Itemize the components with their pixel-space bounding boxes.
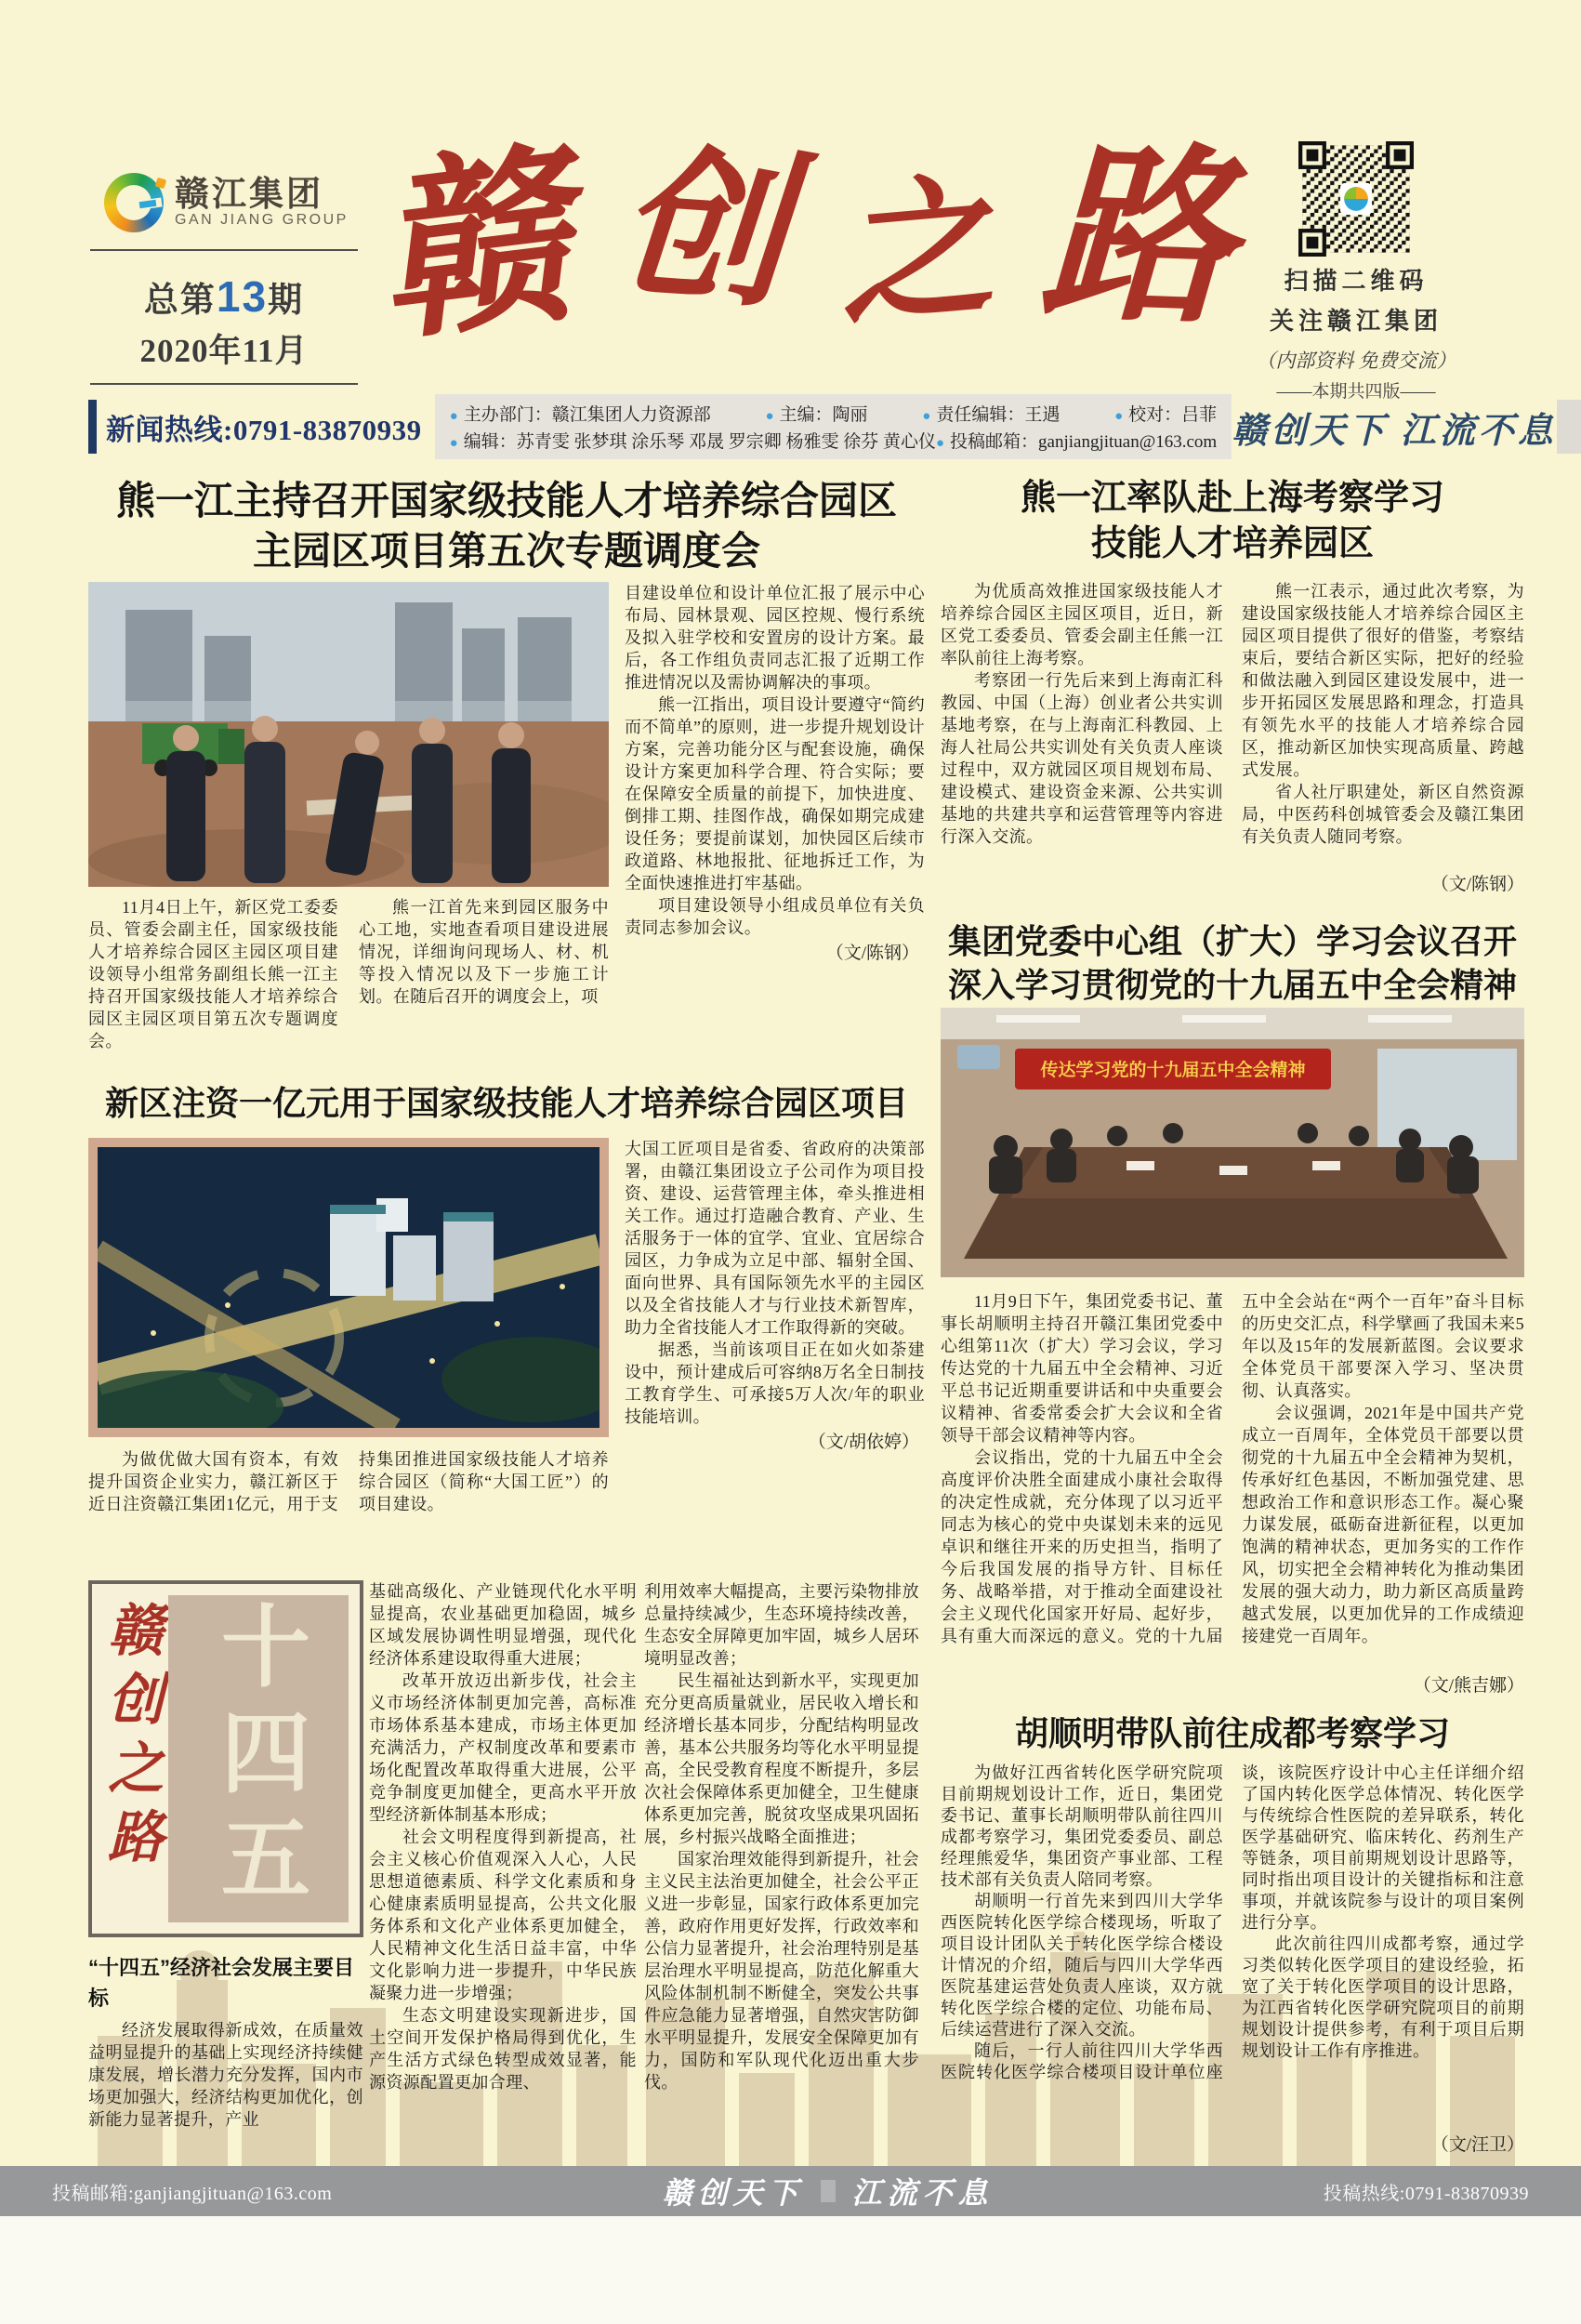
footer-email: 投稿邮箱:ganjiangjituan@163.com (52, 2183, 333, 2204)
staff-item: ● 校对：吕菲 (1114, 405, 1218, 425)
paragraph: 11月4日上午，新区党工委委员、管委会副主任，国家级技能人才培养综合园区主园区项目建设领导小组常务副组长熊一江主持召开国家级技能人才培养综合园区主园区项目第五次专题调度会。 (88, 898, 338, 1050)
article5-byline: （文/汪卫） (1430, 2135, 1524, 2155)
infobar-placeholder-box (1557, 400, 1581, 454)
paragraph: 基础高级化、产业链现代化水平明显提高，农业基础更加稳固，城乡区域发展协调性明显增强，现代化经济体系建设取得重大进展； (369, 1582, 637, 1668)
left-section (88, 476, 925, 2168)
paragraph: 为做优做大国有资本，有效提升国资企业实力，赣江新区于近日注资赣江集团1亿元，用于支持集团推进国家级技能人才培养综合园区（简称“大国工匠”）的项目建设。 (88, 1450, 609, 1513)
paragraph: 社会文明程度得到新提高，社会主义核心价值观深入人心，人民思想道德素质、科学文化素质和身心健康素质明显提高，公共文化服务体系和文化产业体系更加健全，人民精神文化生活日益丰富，中华文化影响力进一步提升，中华民族凝聚力进一步增强； (369, 1828, 637, 2002)
paragraph: 大国工匠项目是省委、省政府的决策部署，由赣江集团设立子公司作为项目投资、建设、运营管理主体，牵头推进相关工作。通过打造融合教育、产业、生活服务于一体的宜学、宜业、宜居综合园区，力争成为立足中部、辐射全国、面向世界、具有国际领先水平的主园区以及全省技能人才与行业技术新智库，助力全省技能人才工作取得新的突破。 (625, 1140, 925, 1337)
qr-finder-tl (1298, 141, 1326, 169)
paragraph: 考察团一行先后来到上海南汇科教园、中国（上海）创业者公共实训基地考察，在与上海南汇科教园、上海人社局公共实训处有关负责人座谈过程中，双方就园区项目规划布局、建设模式、建设资金来源、公共实训基地的共建共享和运营管理等内容进行深入交流。 (941, 671, 1223, 846)
qr-finder-bl (1298, 229, 1326, 257)
internal-note: （内部资料 免费交流） (1256, 350, 1456, 372)
paragraph: 省人社厅职建处，新区自然资源局，中医药科创城管委会及赣江集团有关负责人随同考察。 (1242, 783, 1524, 846)
meeting-banner-text: 传达学习党的十九届五中全会精神 (1040, 1061, 1306, 1080)
paragraph: 熊一江首先来到园区服务中心工地，实地查看项目建设进展情况，详细询问现场人、材、机等投入情况以及下一步施工计划。在随后召开的调度会上，项 (359, 898, 609, 1006)
group-logo-cn: 赣江集团 (175, 174, 323, 213)
article2-body (941, 580, 1524, 870)
article3-column-b (625, 1138, 925, 1428)
staff-item: ● 编辑：苏青雯 张梦琪 涂乐琴 邓晟 罗宗卿 杨雅雯 徐芬 黄心仪 (449, 432, 936, 452)
article1-headline: 熊一江主持召开国家级技能人才培养综合园区 主园区项目第五次专题调度会 (115, 479, 897, 573)
plan145-col2-wrap (369, 1580, 637, 2093)
plan145-title: “十四五”经济社会发展主要目标 (88, 1956, 355, 2010)
footer-bar (0, 2166, 1581, 2216)
group-logo-en: GAN JIANG GROUP (175, 212, 349, 229)
paragraph: 民生福祉达到新水平，实现更加充分更高质量就业，居民收入增长和经济增长基本同步，分配结构明显改善，基本公共服务均等化水平明显提高，全民受教育程度不断提升，多层次社会保障体系更加健全，卫生健康体系更加完善，脱贫攻坚成果巩固拓展，乡村振兴战略全面推进； (644, 1671, 919, 1846)
infobar (88, 394, 1557, 459)
group-logo (104, 173, 349, 232)
photo-site-inspection (88, 582, 609, 887)
plan145-block (88, 1580, 363, 2131)
hotline-accent-bar (88, 400, 97, 454)
paragraph: 据悉，当前该项目正在如火如荼建设中，预计建成后可容纳8万名全日制技工教育学生、可承接5万人次/年的职业技能培训。 (625, 1340, 925, 1426)
paragraph: 会议强调，2021年是中国共产党成立一百周年，全体党员干部要以贯彻党的十九届五中全会精神为契机，传承好红色基因，不断加强党建、思想政治工作和意识形态工作。凝心聚力谋发展，砥砺奋进新征程，以更加饱满的精神状态，更加务实的工作作风，切实把全会精神转化为推动集团发展的强大动力，助力新区高质量跨越式发展，以更加优异的工作成绩迎接建党一百周年。 (1242, 1404, 1524, 1645)
paragraph: 胡顺明一行首先来到四川大学华西医院转化医学综合楼现场，听取了项目设计团队关于转化医学综合楼设计情况的介绍，随后与四川大学华西医院基建运营处负责人座谈，双方就转化医学综合楼的定位、功能布局、后续运营进行了深入交流。 (941, 1892, 1223, 2039)
group-logo-icon (104, 173, 164, 232)
article5-headline: 胡顺明带队前往成都考察学习 (1014, 1714, 1450, 1752)
article5-body (941, 1763, 1524, 2129)
staff-item: ● 主办部门：赣江集团人力资源部 (449, 405, 711, 425)
footer-hotline: 投稿热线:0791-83870939 (1323, 2183, 1529, 2204)
news-hotline: 新闻热线:0791-83870939 (106, 413, 422, 446)
issue-box (90, 271, 358, 372)
plan145-big-label: 十四五 (208, 1600, 309, 1918)
staff-item: ● 责任编辑：王遇 (922, 405, 1061, 425)
article2-byline: （文/陈钢） (1430, 875, 1524, 894)
paragraph: 改革开放迈出新步伐，社会主义市场经济体制更加完善，高标准市场体系基本建成，市场主体更加充满活力，产权制度改革和要素市场化配置改革取得重大进展，公平竞争制度更加健全，更高水平开放型经济新体制基本形成； (369, 1671, 637, 1824)
plan145-box (88, 1580, 363, 1937)
staff-row-2 (450, 428, 1218, 453)
plan145-col3-wrap (644, 1580, 919, 2093)
bullet-icon: ● (935, 436, 945, 451)
plan145-calligraphy: 赣创之路 (100, 1601, 162, 1876)
qr-block (1242, 141, 1470, 403)
article3-caption (88, 1448, 609, 1575)
paragraph: 随后，一行人前往四川大学华西医院转化医学综合楼项目设计单位座谈，该院医疗设计中心主任详细介绍了国内转化医学总体情况、转化医学与传统综合性医院的差异联系，转化医学基础研究、临床转化、药剂生产等链条，项目前期规划设计思路等，同时指出项目设计的关键指标和注意事项，并就该院参与设计的项目案例进行分享。 (941, 1763, 1524, 2081)
plan145-col1 (88, 2019, 363, 2131)
edition-note: ——本期共四版—— (1276, 382, 1436, 402)
paper-title-calligraphy: 赣 创 之 路 (364, 128, 1235, 364)
issue-date: 2020年11月 (139, 333, 309, 369)
staff-item: ● 投稿邮箱：ganjiangjituan@163.com (935, 432, 1218, 452)
staff-box (435, 394, 1232, 459)
article3-right-column (625, 1138, 925, 1453)
paragraph: 熊一江指出，项目设计要遵守“简约而不简单”的原则，进一步提升规划设计方案，完善功能分区与配套设施，确保设计方案更加科学合理、符合实际；要在保障安全质量的前提下，加快进度、倒排工期、挂图作战，确保如期完成建设任务；要提前谋划，加快园区后续市政道路、林地报批、征地拆迁工作，为全面快速推进打牢基础。 (625, 695, 925, 892)
paragraph: 11月9日下午，集团党委书记、董事长胡顺明主持召开赣江集团党委中心组第11次（扩大）学习会议，学习传达党的十九届五中全会精神、习近平总书记近期重要讲话和中央重要会议精神、省委常委会扩大会议和全省领导干部会议精神等内容。 (941, 1292, 1223, 1445)
article1-column-b (625, 582, 925, 939)
article1-right-column (625, 582, 925, 964)
bullet-icon: ● (449, 409, 458, 424)
bullet-icon: ● (449, 436, 458, 451)
paragraph: 目建设单位和设计单位汇报了展示中心布局、园林景观、园区控规、慢行系统及拟入驻学校和安置房的设计方案。最后，各工作组负责同志汇报了近期工作推进情况以及需协调解决的事项。 (625, 584, 925, 692)
article3-byline: （文/胡依婷） (808, 1433, 919, 1452)
article4-body (941, 1290, 1524, 1670)
footer-seal (821, 2180, 836, 2202)
masthead-rule-top (90, 249, 358, 251)
article1-byline: （文/陈钢） (825, 944, 919, 963)
paragraph: 国家治理效能得到新提升，社会主义民主法治更加健全，社会公平正义进一步彰显，国家行政体系更加完善，政府作用更好发挥，行政效率和公信力显著提升，社会治理特别是基层治理水平明显提高，防范化解重大风险体制机制不断健全，突发公共事件应急能力显著增强，自然灾害防御水平明显提升，发展安全保障更加有力，国防和军队现代化迈出重大步伐。 (644, 1850, 919, 2092)
staff-item: ● 主编：陶丽 (765, 405, 868, 425)
qr-caption-1: 扫描二维码 (1284, 268, 1429, 295)
article2-headline: 熊一江率队赴上海考察学习 技能人才培养园区 (1020, 479, 1444, 563)
page-bottom-margin (0, 2216, 1581, 2324)
bullet-icon: ● (765, 409, 774, 424)
masthead-rule-bottom (90, 383, 358, 385)
issue-number: 总第13期 (143, 272, 305, 321)
paragraph: 此次前往四川成都考察，通过学习类似转化医学项目的建设经验，拓宽了关于转化医学项目的设计思路，为江西省转化医学研究院项目的前期规划设计提供参考，有利于项目后期规划设计工作有序推进。 (1242, 1934, 1524, 2060)
right-section (941, 476, 1524, 2168)
plan145-tan-panel (168, 1595, 349, 1922)
plan145-col2 (369, 1580, 637, 2093)
paragraph: 生态文明建设实现新进步，国土空间开发保护格局得到优化，生产生活方式绿色转型成效显著，能源资源配置更加合理、 (369, 2006, 637, 2092)
paragraph: 熊一江表示，通过此次考察，为建设国家级技能人才培养综合园区主园区项目提供了很好的借鉴，考察结束后，要结合新区实际，把好的经验和做法融入到园区建设发展中，进一步开拓园区发展思路和理念，打造具有领先水平的技能人才培养综合园区，推动新区加快实现高质量、跨越式发展。 (1242, 582, 1524, 779)
staff-row-1 (450, 401, 1218, 426)
photo-party-meeting (941, 1008, 1524, 1277)
qr-caption-2: 关注赣江集团 (1269, 308, 1443, 335)
paragraph: 为优质高效推进国家级技能人才培养综合园区主园区项目，近日，新区党工委委员、管委会副主任熊一江率队前往上海考察。 (941, 582, 1223, 667)
article1-left-block (88, 582, 609, 1082)
article1-under-photo-text (88, 896, 609, 1082)
paragraph: 经济发展取得新成效，在质量效益明显提升的基础上实现经济持续健康发展，增长潜力充分发挥，国内市场更加强大，经济结构更加优化，创新能力显著提升，产业 (88, 2021, 363, 2129)
plan145-col3 (644, 1580, 919, 2093)
paragraph: 会议指出，党的十九届五中全会高度评价决胜全面建成小康社会取得的决定性成就，充分体现了以习近平同志为核心的党中央谋划未来的远见卓识和继往开来的历史担当，指明了今后我国发展的指导方针、目标任务、战略举措，对于推动全面建设社会主义现代化国家开好局、起好步，具有重大而深远的意义。党的十九届五中全会站在“两个一百年”奋斗目标的历史交汇点，科学擘画了我国未来5年以及15年的发展新蓝图。会议要求全体党员干部要深入学习、坚决贯彻、认真落实。 (941, 1292, 1524, 1645)
bullet-icon: ● (922, 409, 931, 424)
photo-wall-logo (957, 1045, 1000, 1069)
article4-byline: （文/熊吉娜） (1413, 1676, 1524, 1696)
photo-campus-aerial (88, 1138, 609, 1437)
qr-code (1298, 141, 1414, 257)
qr-finder-tr (1386, 141, 1414, 169)
footer-slogan: 赣创天下 江流不息 (662, 2176, 994, 2210)
masthead-slogan: 赣创天下 江流不息 (1232, 411, 1557, 451)
paragraph: 为做好江西省转化医学研究院项目前期规划设计工作，近日，集团党委书记、董事长胡顺明带队前往四川成都考察学习，集团党委委员、副总经理熊爱华，集团资产事业部、工程技术部有关负责人陪同考察。 (941, 1763, 1223, 1889)
paragraph: 利用效率大幅提高，主要污染物排放总量持续减少，生态环境持续改善，生态安全屏障更加牢固，城乡人居环境明显改善； (644, 1582, 919, 1668)
bullet-icon: ● (1114, 409, 1124, 424)
paragraph: 项目建设领导小组成员单位有关负责同志参加会议。 (625, 896, 925, 937)
article3-headline: 新区注资一亿元用于国家级技能人才培养综合园区项目 (104, 1084, 908, 1122)
article4-headline: 集团党委中心组（扩大）学习会议召开 深入学习贯彻党的十九届五中全会精神 (947, 922, 1517, 1004)
article3-left-block (88, 1138, 609, 1575)
